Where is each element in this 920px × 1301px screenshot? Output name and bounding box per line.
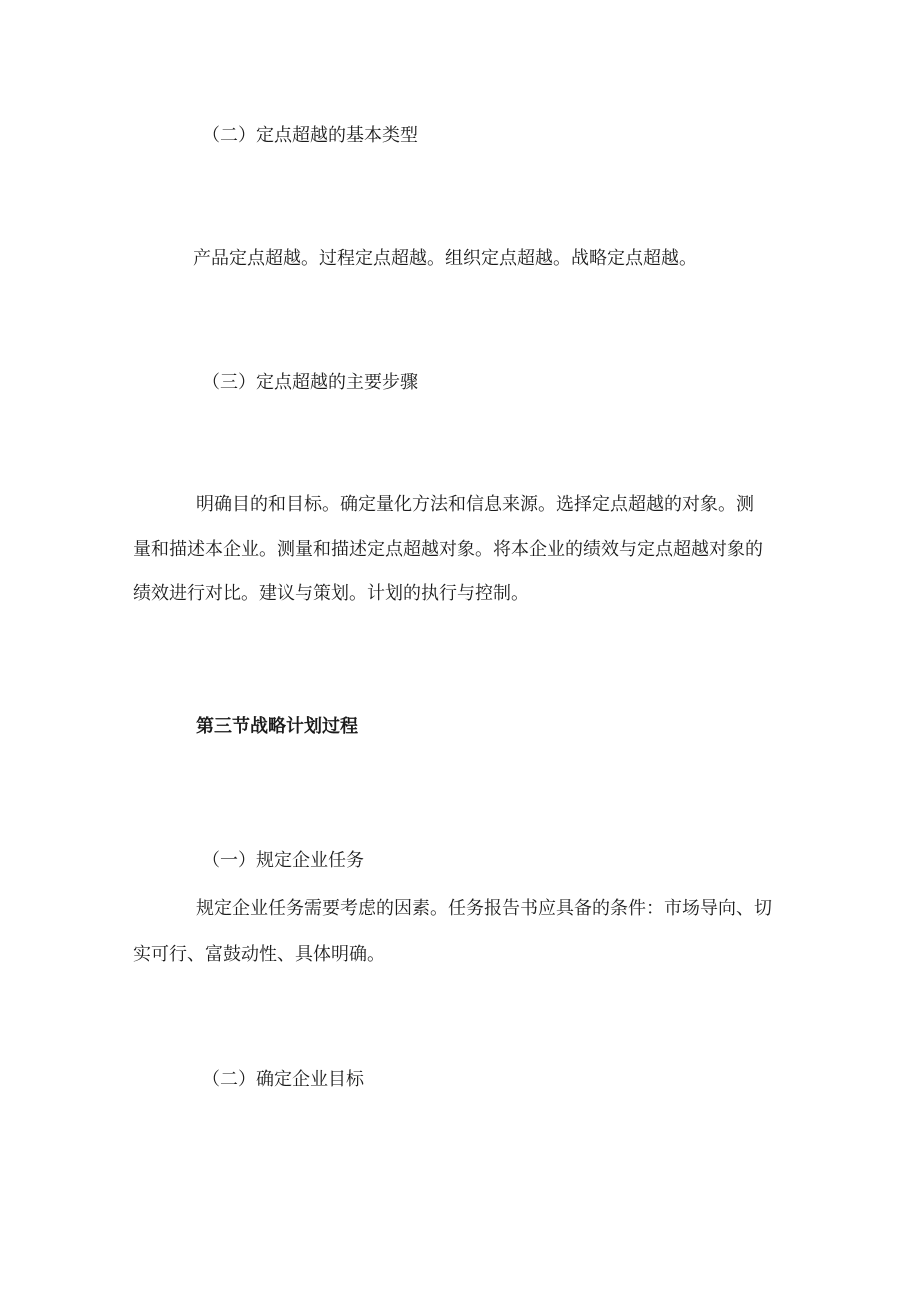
heading-main-steps: （三）定点超越的主要步骤 [202,372,418,393]
section-title: 第三节战略计划过程 [196,716,358,737]
paragraph-define-mission-line-1: 规定企业任务需要考虑的因素。任务报告书应具备的条件：市场导向、切 [196,898,772,919]
paragraph-main-steps [0,493,763,606]
paragraph-basic-types: 产品定点超越。过程定点超越。组织定点超越。战略定点超越。 [193,248,697,269]
paragraph-main-steps-line-1: 明确目的和目标。确定量化方法和信息来源。选择定点超越的对象。测 [196,494,754,515]
paragraph-define-mission [0,897,772,967]
paragraph-main-steps-line-3: 绩效进行对比。建议与策划。计划的执行与控制。 [133,583,529,604]
paragraph-main-steps-line-2: 量和描述本企业。测量和描述定点超越对象。将本企业的绩效与定点超越对象的 [133,539,763,560]
heading-basic-types: （二）定点超越的基本类型 [202,125,418,146]
heading-define-goals: （二）确定企业目标 [202,1069,364,1090]
heading-define-mission: （一）规定企业任务 [202,850,364,871]
paragraph-define-mission-line-2: 实可行、富鼓动性、具体明确。 [133,944,385,965]
